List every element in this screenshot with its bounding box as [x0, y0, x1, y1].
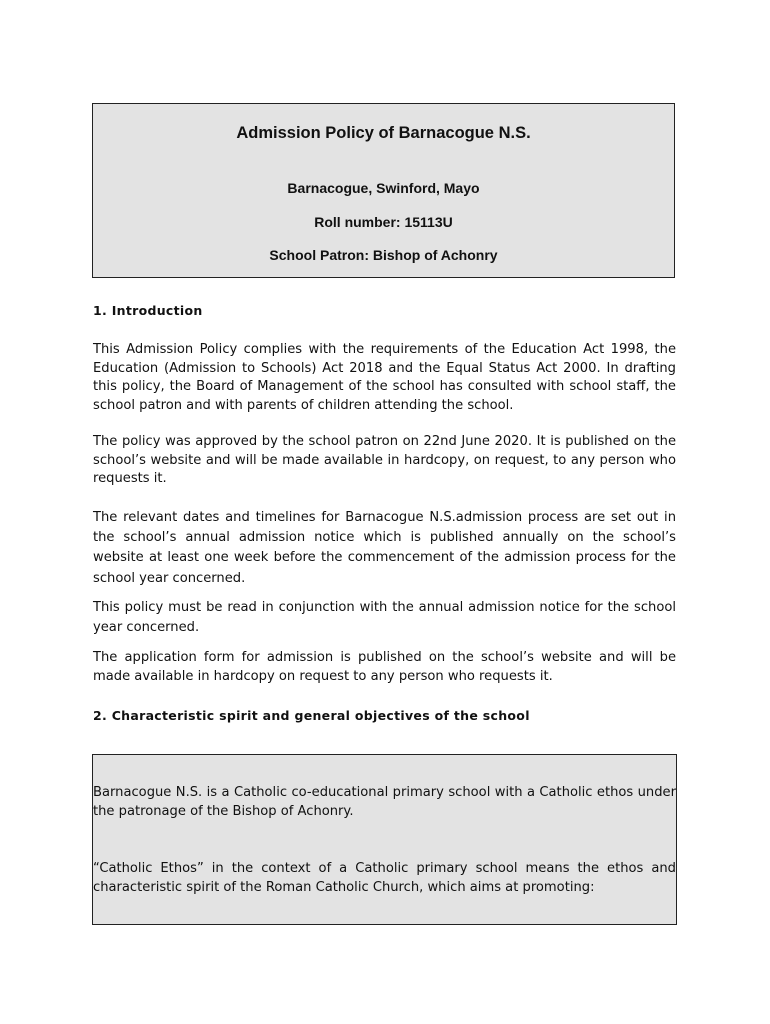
paragraph: The relevant dates and timelines for Barnacogue N.S.admission process are set out in the school’s annual admission notice which is published annually on the school’s website at least one week before the commencement of the admission process for the school year concerned.	[93, 510, 676, 586]
section-heading-introduction: 1. Introduction	[93, 303, 203, 318]
school-address: Barnacogue, Swinford, Mayo	[287, 180, 480, 196]
ethos-paragraph: Barnacogue N.S. is a Catholic co-educational primary school with a Catholic ethos under the patronage of the Bishop of Achonry.	[93, 785, 676, 819]
paragraph: The policy was approved by the school patron on 22nd June 2020. It is published on the school’s website and will be made available in hardcopy, on request, to any person who requests it.	[93, 434, 676, 486]
roll-number: Roll number: 15113U	[314, 214, 453, 230]
paragraph: The application form for admission is published on the school’s website and will be made available in hardcopy on request to any person who requests it.	[93, 650, 676, 684]
ethos-box	[92, 754, 677, 925]
ethos-paragraph: “Catholic Ethos” in the context of a Catholic primary school means the ethos and characteristic spirit of the Roman Catholic Church, which aims at promoting:	[93, 861, 676, 895]
policy-title: Admission Policy of Barnacogue N.S.	[236, 124, 531, 142]
title-box	[92, 103, 675, 278]
section-heading-characteristic-spirit: 2. Characteristic spirit and general objectives of the school	[93, 708, 530, 723]
school-patron: School Patron: Bishop of Achonry	[269, 247, 498, 263]
paragraph: This Admission Policy complies with the requirements of the Education Act 1998, the Education (Admission to Schools) Act 2018 and the Equal Status Act 2000. In drafting this policy, the Board of Management of the school has consulted with school staff, the school patron and with parents of children attending the school.	[93, 342, 676, 413]
paragraph: This policy must be read in conjunction with the annual admission notice for the school year concerned.	[93, 600, 676, 636]
